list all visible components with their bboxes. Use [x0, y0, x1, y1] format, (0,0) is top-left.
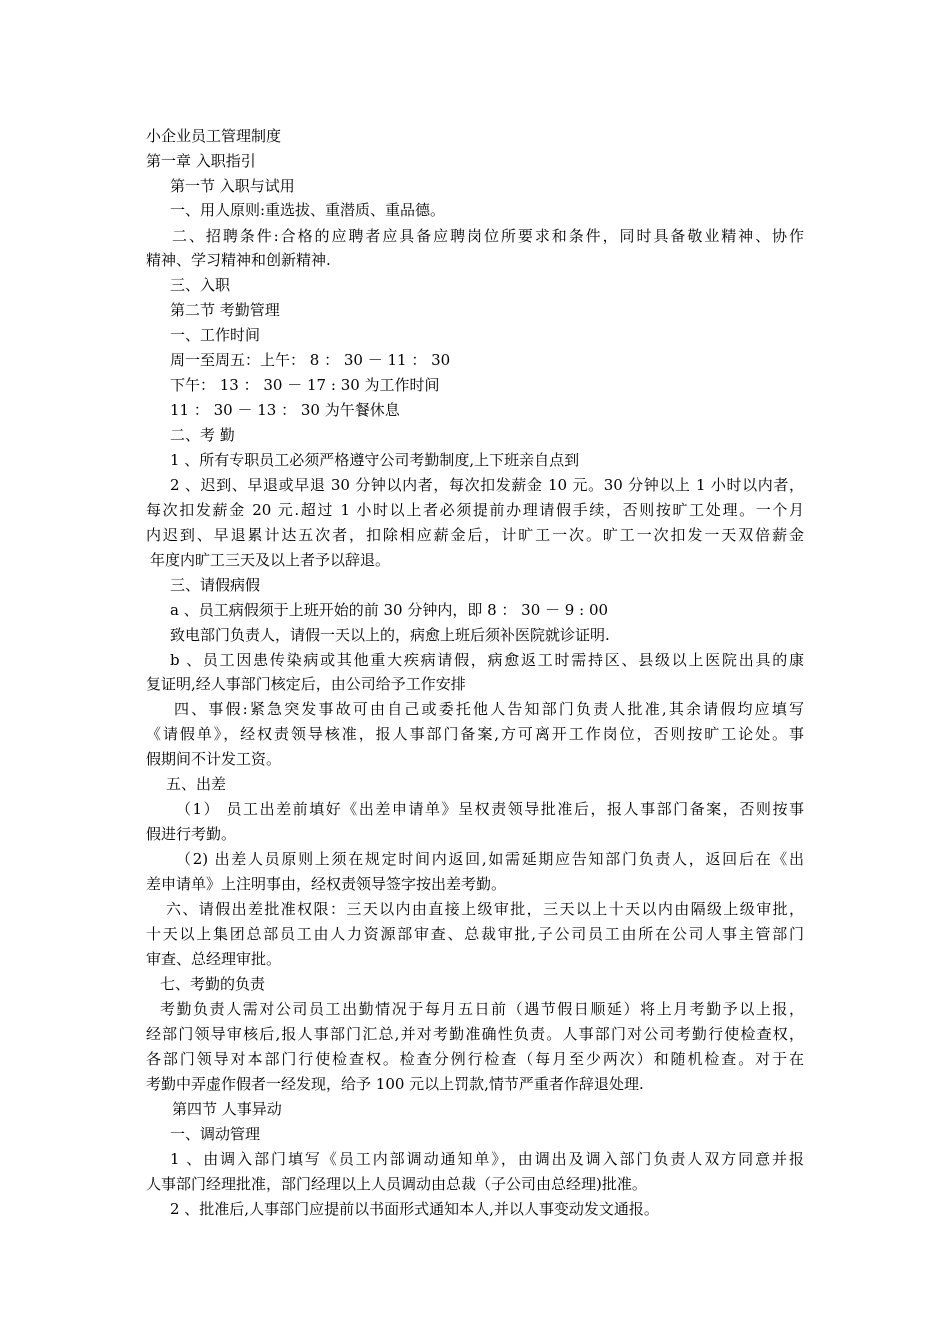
section-heading: 第四节 人事异动: [172, 1100, 282, 1118]
paragraph-line: 下午： 13 ： 30 － 17 : 30 为工作时间: [170, 376, 440, 394]
section-heading: 第一节 入职与试用: [170, 177, 295, 195]
paragraph-line: 假进行考勤。: [146, 825, 237, 843]
paragraph-line: 11 ： 30 － 13 ： 30 为午餐休息: [170, 401, 400, 419]
paragraph-line: 精神、学习精神和创新精神.: [146, 251, 331, 269]
paragraph-line: 一、工作时间: [170, 326, 261, 344]
paragraph-line: 三、请假病假: [170, 576, 261, 594]
paragraph-line: 经部门领导审核后,报人事部门汇总,并对考勤准确性负责。人事部门对公司考勤行使检查权，: [146, 1025, 804, 1043]
paragraph-line: 内迟到、早退累计达五次者，扣除相应薪金后，计旷工一次。旷工一次扣发一天双倍薪金: [146, 526, 804, 544]
paragraph-line: 五、出差: [166, 775, 227, 793]
paragraph-line: 六、请假出差批准权限：三天以内由直接上级审批，三天以上十天以内由隔级上级审批，: [166, 900, 804, 918]
document-title: 小企业员工管理制度: [146, 127, 282, 145]
paragraph-line: 致电部门负责人，请假一天以上的，病愈上班后须补医院就诊证明.: [170, 626, 610, 644]
paragraph-line: 差申请单》上注明事由，经权责领导签字按出差考勤。: [146, 875, 507, 893]
paragraph-line: 考勤负责人需对公司员工出勤情况于每月五日前（遇节假日顺延）将上月考勤予以上报，: [160, 1000, 804, 1018]
chapter-heading: 第一章 入职指引: [146, 152, 256, 170]
paragraph-line: 十天以上集团总部员工由人力资源部审查、总裁审批,子公司员工由所在公司人事主管部门: [146, 925, 804, 943]
paragraph-line: 周一至周五：上午： 8 ： 30 － 11 ： 30: [170, 351, 451, 369]
paragraph-line: 1 、所有专职员工必须严格遵守公司考勤制度,上下班亲自点到: [170, 451, 580, 469]
paragraph-line: （2) 出差人员原则上须在规定时间内返回,如需延期应告知部门负责人，返回后在《出: [176, 850, 804, 868]
paragraph-line: （1） 员工出差前填好《出差申请单》呈权责领导批准后，报人事部门备案，否则按事: [176, 800, 804, 818]
paragraph-line: 三、入职: [170, 276, 231, 294]
paragraph-line: 每次扣发薪金 20 元.超过 1 小时以上者必须提前办理请假手续，否则按旷工处理。一个月: [146, 501, 804, 519]
paragraph-line: 七、考勤的负责: [160, 975, 266, 993]
paragraph-line: 2 、批准后,人事部门应提前以书面形式通知本人,并以人事变动发文通报。: [170, 1200, 659, 1218]
paragraph-line: 各部门领导对本部门行使检查权。检查分例行检查（每月至少两次）和随机检查。对于在: [146, 1050, 804, 1068]
paragraph-line: 一、用人原则:重选拔、重潜质、重品德。: [170, 201, 446, 219]
paragraph-line: 《请假单》，经权责领导核准，报人事部门备案,方可离开工作岗位，否则按旷工论处。事: [146, 725, 804, 743]
paragraph-line: 2 、迟到、早退或早退 30 分钟以内者，每次扣发薪金 10 元。30 分钟以上 1 小时以内者，: [170, 476, 804, 494]
paragraph-line: 一、调动管理: [170, 1125, 261, 1143]
paragraph-line: 人事部门经理批准，部门经理以上人员调动由总裁（子公司由总经理)批准。: [146, 1175, 647, 1193]
paragraph-line: a 、员工病假须于上班开始的前 30 分钟内，即 8 ： 30 － 9 : 00: [170, 601, 609, 619]
paragraph-line: b 、员工因患传染病或其他重大疾病请假，病愈返工时需持区、县级以上医院出具的康: [170, 651, 804, 669]
section-heading: 第二节 考勤管理: [170, 301, 280, 319]
paragraph-line: 年度内旷工三天及以上者予以辞退。: [150, 551, 391, 569]
paragraph-line: 复证明,经人事部门核定后，由公司给予工作安排: [146, 675, 466, 693]
paragraph-line: 审查、总经理审批。: [146, 950, 282, 968]
paragraph-line: 假期间不计发工资。: [146, 750, 282, 768]
paragraph-line: 二、考 勤: [170, 426, 235, 444]
paragraph-line: 考勤中弄虚作假者一经发现，给予 100 元以上罚款,情节严重者作辞退处理.: [146, 1075, 644, 1093]
paragraph-line: 二、招聘条件:合格的应聘者应具备应聘岗位所要求和条件，同时具备敬业精神、协作: [172, 227, 804, 245]
paragraph-line: 1 、由调入部门填写《员工内部调动通知单》，由调出及调入部门负责人双方同意并报: [170, 1150, 804, 1168]
paragraph-line: 四、事假:紧急突发事故可由自己或委托他人告知部门负责人批准,其余请假均应填写: [174, 700, 804, 718]
